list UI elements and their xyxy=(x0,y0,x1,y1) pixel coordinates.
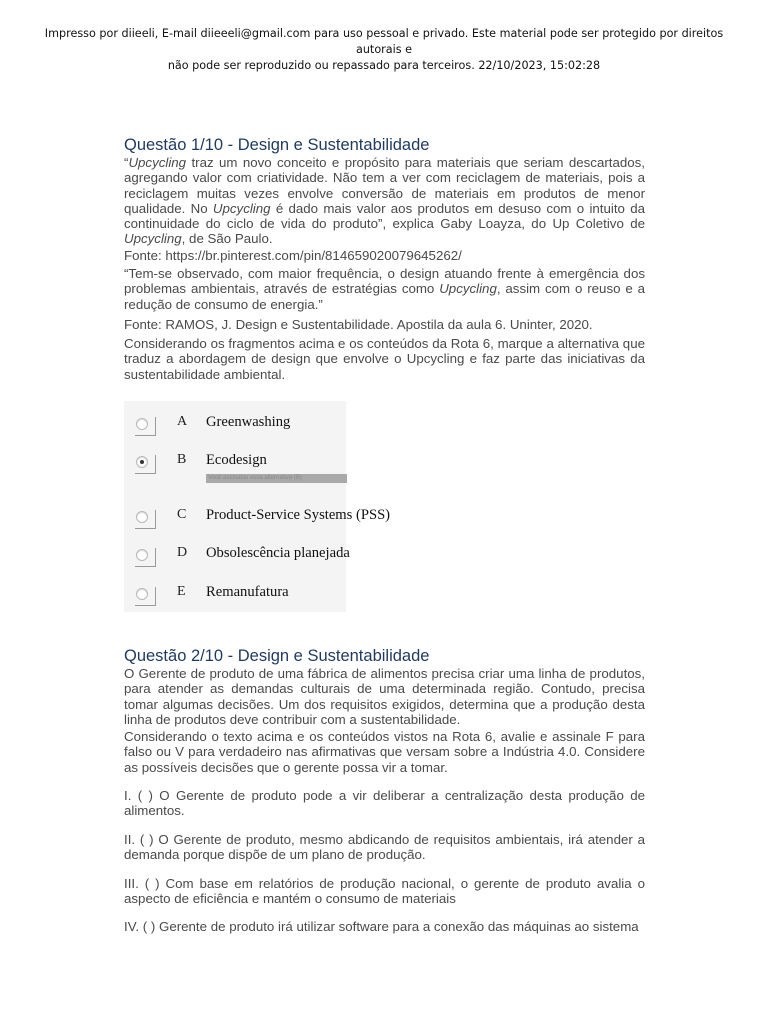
option-letter: E xyxy=(177,584,186,599)
quote-italic-term: Upcycling xyxy=(212,200,271,216)
radio-option-d[interactable] xyxy=(136,549,148,561)
radio-option-e[interactable] xyxy=(136,588,148,600)
question-2-title: Questão 2/10 - Design e Sustentabilidade xyxy=(124,647,430,665)
option-letter: B xyxy=(177,452,187,467)
option-letter: D xyxy=(177,545,188,560)
question-1-source-1: Fonte: https://br.pinterest.com/pin/814659020079645262/ xyxy=(124,248,462,263)
option-a[interactable] xyxy=(124,412,424,436)
quote-italic-term: Upcycling xyxy=(128,155,187,170)
quote-text: traz um novo conceito e propósito para materiais que seriam descartados, agregando valor com criatividade. Não tem a ver com reciclagem de materiais, pois a reciclagem muitas vezes envolve conversão de materiais em produtos de menor qualidade. No xyxy=(124,155,645,216)
radio-option-c[interactable] xyxy=(136,511,148,523)
question-1-title: Questão 1/10 - Design e Sustentabilidade xyxy=(124,136,430,154)
option-letter: C xyxy=(177,507,187,522)
quote-text: , assim com o reuso e a redução de consumo de energia.” xyxy=(124,281,646,312)
option-label: Product-Service Systems (PSS) xyxy=(206,507,391,523)
option-c[interactable] xyxy=(124,505,424,529)
statement-2: II. ( ) O Gerente de produto, mesmo abdicando de requisitos ambientais, irá atender a demanda porque dispõe de um plano de produção. xyxy=(124,832,645,863)
watermark-line-2: não pode ser reproduzido ou repassado para terceiros. 22/10/2023, 15:02:28 xyxy=(167,59,601,72)
selected-answer-feedback: Você assinalou essa alternativa (B) xyxy=(206,474,347,483)
quote-text: “ xyxy=(124,155,129,170)
question-1-source-2: Fonte: RAMOS, J. Design e Sustentabilidade. Apostila da aula 6. Uninter, 2020. xyxy=(124,317,593,332)
question-2-context: O Gerente de produto de uma fábrica de alimentos precisa criar uma linha de produtos, para atender as demandas culturais de uma determinada região. Contudo, precisa tomar algumas decisões. Um dos requisitos exigidos, determina que a produção desta linha de produtos deve contribuir com a sustentabilidade. xyxy=(124,666,645,727)
option-b[interactable] xyxy=(124,450,424,474)
radio-option-a[interactable] xyxy=(136,418,148,430)
quote-text: “Tem-se observado, com maior frequência, o design atuando frente à emergência dos problemas ambientais, através de estratégias como xyxy=(124,266,645,297)
print-watermark xyxy=(30,26,738,74)
option-e[interactable] xyxy=(124,582,424,606)
statement-3: III. ( ) Com base em relatórios de produção nacional, o gerente de produto avalia o aspecto de eficiência e mantém o consumo de materiais xyxy=(124,876,645,907)
quote-text: , de São Paulo. xyxy=(181,231,273,247)
statement-4: IV. ( ) Gerente de produto irá utilizar software para a conexão das máquinas ao sistema xyxy=(124,919,639,934)
question-1-quote-2 xyxy=(124,266,645,312)
question-1-prompt: Considerando os fragmentos acima e os conteúdos da Rota 6, marque a alternativa que traduz a abordagem de design que envolve o Upcycling e faz parte das iniciativas da sustentabilidade ambiental. xyxy=(124,336,645,382)
statement-1: I. ( ) O Gerente de produto pode a vir deliberar a centralização desta produção de alimentos. xyxy=(124,788,645,819)
radio-option-b[interactable] xyxy=(136,456,148,468)
watermark-line-1: Impresso por diieeli, E-mail diieeeli@gmail.com para uso pessoal e privado. Este material pode ser protegido por direitos autorais e xyxy=(44,27,724,56)
quote-text: é dado mais valor aos produtos em desuso com o intuito da continuidade do ciclo de vida do produto”, explica Gaby Loayza, do Up Coletivo de xyxy=(124,200,645,232)
quote-italic-term: Upcycling xyxy=(124,231,182,247)
option-label: Remanufatura xyxy=(206,584,289,600)
question-1-quote xyxy=(124,155,645,247)
quote-italic-term: Upcycling xyxy=(439,281,497,297)
option-label: Ecodesign xyxy=(206,452,267,468)
option-label: Greenwashing xyxy=(206,414,291,430)
option-d[interactable] xyxy=(124,543,424,567)
option-label: Obsolescência planejada xyxy=(206,545,350,561)
option-letter: A xyxy=(177,414,188,429)
question-2-instructions: Considerando o texto acima e os conteúdos vistos na Rota 6, avalie e assinale F para falso ou V para verdadeiro nas afirmativas que versam sobre a Indústria 4.0. Considere as possíveis decisões que o gerente possa vir a tomar. xyxy=(124,729,645,775)
